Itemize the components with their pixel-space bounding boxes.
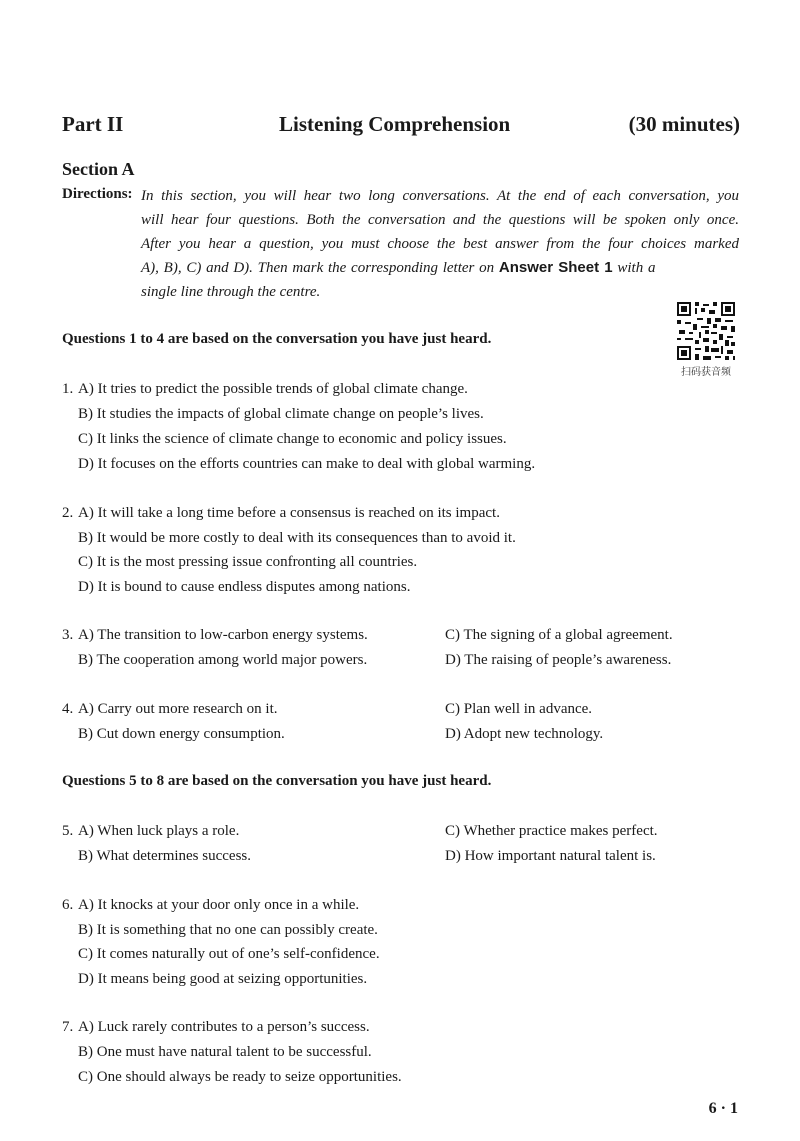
directions-text: A), B), C) and D). Then mark the corresponding letter on (141, 260, 495, 276)
option: C) It is the most pressing issue confronting all countries. (78, 554, 418, 570)
option: D) It means being good at seizing opportunities. (78, 971, 368, 987)
question-group-heading: Questions 5 to 8 are based on the conversation you have just heard. (62, 773, 492, 789)
question-number: 5. (62, 823, 74, 839)
option: D) Adopt new technology. (445, 726, 604, 742)
option: D) The raising of people’s awareness. (445, 652, 672, 668)
option: B) Cut down energy consumption. (78, 726, 285, 742)
option: A) It tries to predict the possible trends of global climate change. (78, 381, 468, 397)
option: A) Carry out more research on it. (78, 701, 278, 717)
option: C) Plan well in advance. (445, 701, 593, 717)
option: B) One must have natural talent to be successful. (78, 1044, 372, 1060)
option: C) It links the science of climate change to economic and policy issues. (78, 431, 507, 447)
option: A) Luck rarely contributes to a person’s success. (78, 1019, 370, 1035)
directions-line: After you hear a question, you must choose the best answer from the four choices marked (141, 236, 739, 252)
option: C) The signing of a global agreement. (445, 627, 673, 643)
part-time: (30 minutes) (628, 112, 740, 136)
option: D) It is bound to cause endless disputes among nations. (78, 579, 411, 595)
option: B) What determines success. (78, 848, 252, 864)
option: A) The transition to low-carbon energy systems. (78, 627, 368, 643)
page-number: 6 · 1 (708, 1100, 738, 1117)
part-title: Listening Comprehension (279, 112, 511, 136)
answer-sheet-label: Answer Sheet 1 (498, 259, 613, 276)
question-number: 1. (62, 381, 74, 397)
section-title: Section A (62, 159, 135, 179)
part-header (62, 112, 740, 140)
qr-code (677, 302, 735, 360)
directions-line: single line through the centre. (141, 284, 321, 300)
option: D) How important natural talent is. (445, 848, 656, 864)
part-label: Part II (62, 112, 124, 136)
question-number: 2. (62, 505, 74, 521)
option: A) It knocks at your door only once in a while. (78, 897, 360, 913)
option: B) It would be more costly to deal with its consequences than to avoid it. (78, 530, 516, 546)
question-number: 7. (62, 1019, 74, 1035)
option: C) Whether practice makes perfect. (445, 823, 658, 839)
question-group-heading: Questions 1 to 4 are based on the conversation you have just heard. (62, 331, 492, 347)
question-number: 6. (62, 897, 74, 913)
directions-line: In this section, you will hear two long conversations. At the end of each conversation, you (141, 188, 739, 204)
option: B) The cooperation among world major powers. (78, 652, 368, 668)
option: A) It will take a long time before a consensus is reached on its impact. (78, 505, 500, 521)
directions-text: with a (617, 260, 656, 276)
option: B) It is something that no one can possibly create. (78, 922, 378, 938)
option: A) When luck plays a role. (78, 823, 240, 839)
option: B) It studies the impacts of global climate change on people’s lives. (78, 406, 484, 422)
directions-line: will hear four questions. Both the conversation and the questions will be spoken only once. (141, 212, 739, 228)
directions-line (141, 258, 739, 278)
question-number: 4. (62, 701, 74, 717)
option: C) One should always be ready to seize opportunities. (78, 1069, 402, 1085)
option: D) It focuses on the efforts countries can make to deal with global warming. (78, 456, 536, 472)
question-number: 3. (62, 627, 74, 643)
qr-caption: 扫码获音频 (681, 367, 731, 378)
directions-label: Directions: (62, 186, 133, 202)
option: C) It comes naturally out of one’s self-confidence. (78, 946, 380, 962)
